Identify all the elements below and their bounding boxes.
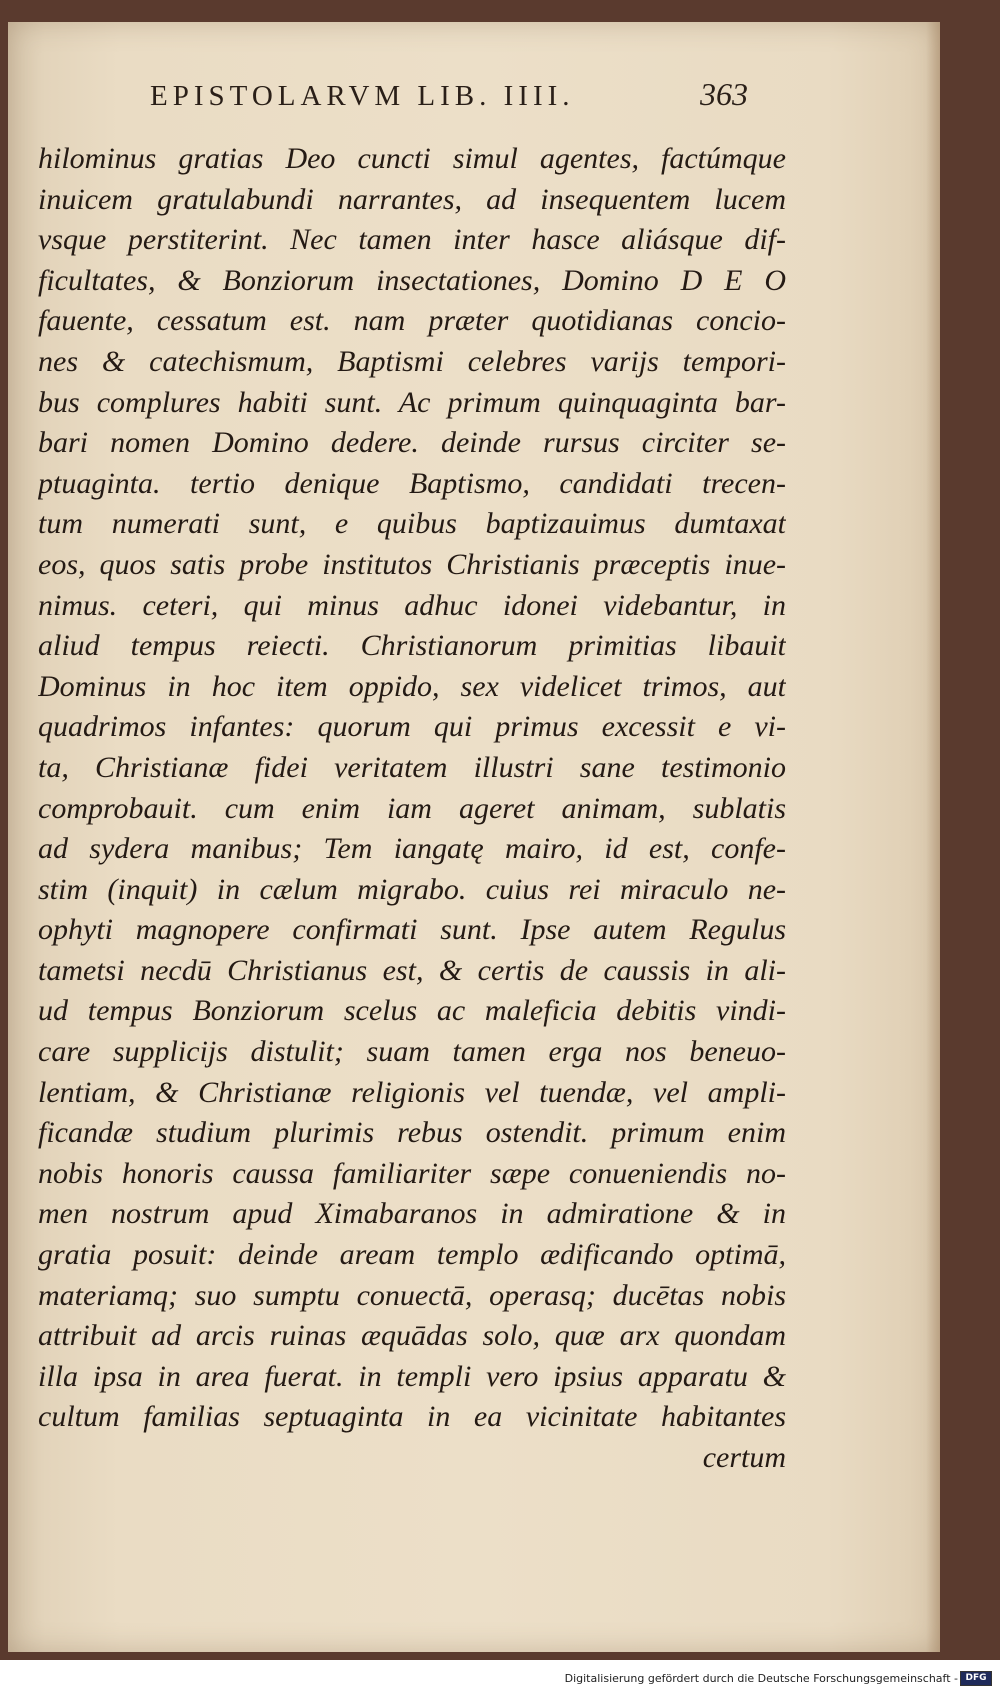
text-line: aliud tempus reiecti. Christianorum primitias libauit: [38, 629, 786, 663]
text-line: comprobauit. cum enim iam ageret animam, sublatis: [38, 791, 786, 825]
text-line: tum numerati sunt, e quibus baptizauimus dumtaxat: [38, 507, 786, 541]
footer-credit: Digitalisierung gefördert durch die Deutsche Forschungsgemeinschaft -: [564, 1672, 958, 1685]
running-head: EPISTOLARVM LIB. IIII.: [150, 80, 575, 112]
text-line: nimus. ceteri, qui minus adhuc idonei videbantur, in: [38, 588, 786, 622]
text-line: nes & catechismum, Baptismi celebres varijs tempori-: [38, 344, 786, 378]
text-line: ptuaginta. tertio denique Baptismo, candidati trecen-: [38, 466, 786, 500]
text-line: materiamq; suo sumptu conuectā, operasq; ducētas nobis: [38, 1278, 786, 1312]
text-line: bari nomen Domino dedere. deinde rursus circiter se-: [38, 426, 786, 460]
text-line: vsque perstiterint. Nec tamen inter hasce aliásque dif-: [38, 223, 786, 257]
text-line: care supplicijs distulit; suam tamen erga nos beneuo-: [38, 1035, 786, 1069]
text-line: bus complures habiti sunt. Ac primum quinquaginta bar-: [38, 385, 786, 419]
text-line: tametsi necdū Christianus est, & certis de caussis in ali-: [38, 953, 786, 987]
text-line: fauente, cessatum est. nam præter quotidianas concio-: [38, 304, 786, 338]
text-line: gratia posuit: deinde aream templo ædificando optimā,: [38, 1238, 786, 1272]
text-line: inuicem gratulabundi narrantes, ad insequentem lucem: [38, 182, 786, 216]
text-line: ficandæ studium plurimis rebus ostendit. primum enim: [38, 1116, 786, 1150]
text-line: nobis honoris caussa familiariter sæpe conueniendis no-: [38, 1156, 786, 1190]
text-line: ta, Christianæ fidei veritatem illustri sane testimonio: [38, 750, 786, 784]
text-line: eos, quos satis probe institutos Christianis præceptis inue-: [38, 547, 786, 581]
text-line: lentiam, & Christianæ religionis vel tuendæ, vel ampli-: [38, 1075, 786, 1109]
text-line: attribuit ad arcis ruinas æquādas solo, quæ arx quondam: [38, 1319, 786, 1353]
text-line: ad sydera manibus; Tem iangatę mairo, id est, confe-: [38, 832, 786, 866]
body-text: [38, 139, 786, 1479]
text-line: hilominus gratias Deo cuncti simul agentes, factúmque: [38, 142, 786, 175]
text-line: ficultates, & Bonziorum insectationes, Domino D E O: [38, 263, 786, 297]
text-line: cultum familias septuaginta in ea vicinitate habitantes: [38, 1400, 786, 1434]
text-line: ophyti magnopere confirmati sunt. Ipse autem Regulus: [38, 913, 786, 947]
text-line: stim (inquit) in cælum migrabo. cuius rei miraculo ne-: [38, 872, 786, 906]
text-line: illa ipsa in area fuerat. in templi vero ipsius apparatu &: [38, 1359, 786, 1393]
page-edge-shadow: [926, 22, 940, 1652]
text-line: men nostrum apud Ximabaranos in admiratione & in: [38, 1197, 786, 1231]
text-line: Dominus in hoc item oppido, sex videlicet trimos, aut: [38, 669, 786, 703]
page-number: 363: [700, 76, 748, 112]
catchword: certum: [702, 1441, 786, 1474]
dfg-logo: DFG: [960, 1671, 992, 1686]
text-line: ud tempus Bonziorum scelus ac maleficia debitis vindi-: [38, 994, 786, 1028]
text-line: quadrimos infantes: quorum qui primus excessit e vi-: [38, 710, 786, 744]
